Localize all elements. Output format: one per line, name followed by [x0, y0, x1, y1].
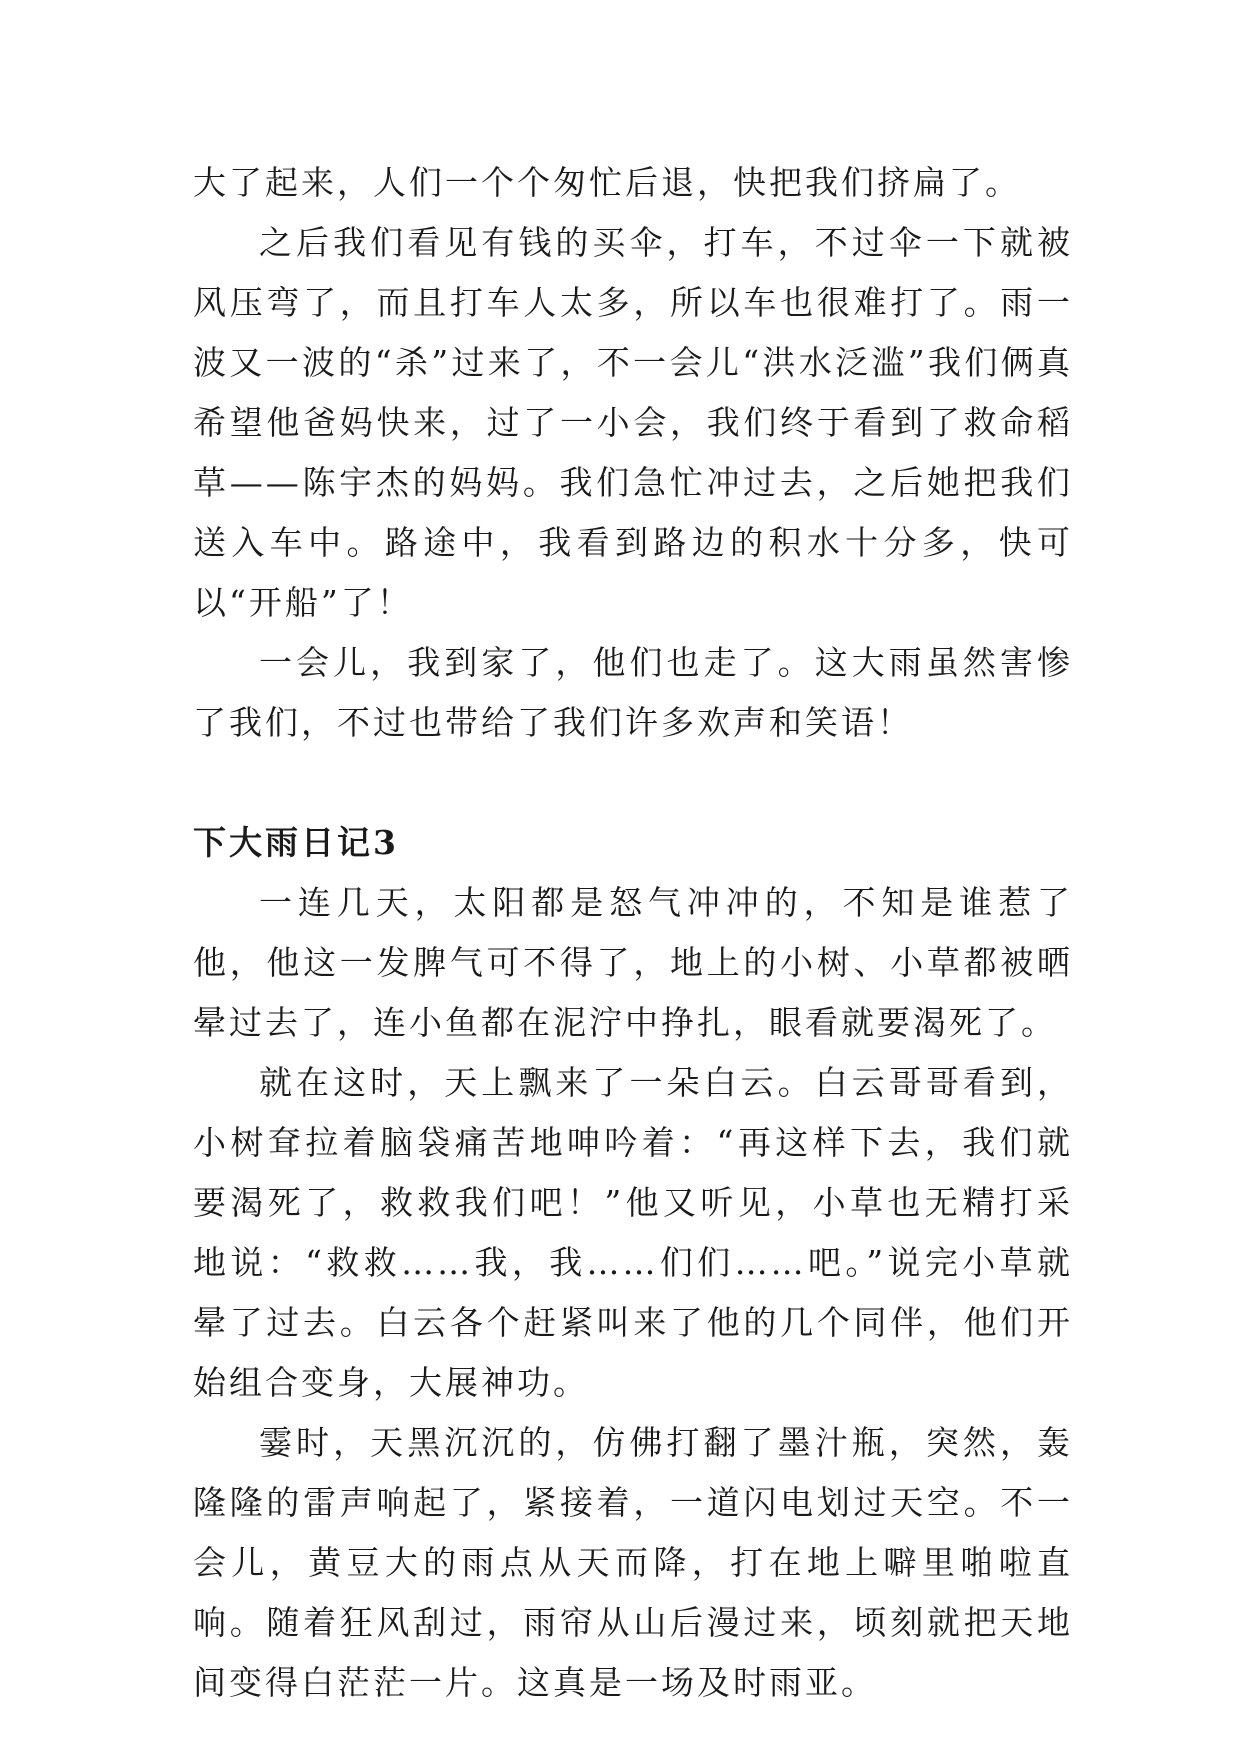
section-spacer	[193, 753, 1073, 813]
document-body	[193, 153, 1073, 1713]
paragraph: 一会儿，我到家了，他们也走了。这大雨虽然害惨了我们，不过也带给了我们许多欢声和笑语！	[193, 643, 1073, 742]
paragraph-continuation: 大了起来，人们一个个匆忙后退，快把我们挤扁了。	[193, 163, 1021, 202]
paragraph: 霎时，天黑沉沉的，仿佛打翻了墨汁瓶，突然，轰隆隆的雷声响起了，紧接着，一道闪电划过天空。不一会儿，黄豆大的雨点从天而降，打在地上噼里啪啦直响。随着狂风刮过，雨帘从山后漫过来，顷刻就把天地间变得白茫茫一片。这真是一场及时雨亚。	[193, 1423, 1073, 1702]
paragraph: 之后我们看见有钱的买伞，打车，不过伞一下就被风压弯了，而且打车人太多，所以车也很难打了。雨一波又一波的“杀”过来了，不一会儿“洪水泛滥”我们俩真希望他爸妈快来，过了一小会，我们终于看到了救命稻草——陈宇杰的妈妈。我们急忙冲过去，之后她把我们送入车中。路途中，我看到路边的积水十分多，快可以“开船”了！	[193, 223, 1073, 622]
paragraph: 就在这时，天上飘来了一朵白云。白云哥哥看到，小树耷拉着脑袋痛苦地呻吟着：“再这样下去，我们就要渴死了，救救我们吧！”他又听见，小草也无精打采地说：“救救……我，我……们们……吧。”说完小草就晕了过去。白云各个赶紧叫来了他的几个同伴，他们开始组合变身，大展神功。	[193, 1063, 1073, 1402]
paragraph: 一连几天，太阳都是怒气冲冲的，不知是谁惹了他，他这一发脾气可不得了，地上的小树、小草都被晒晕过去了，连小鱼都在泥泞中挣扎，眼看就要渴死了。	[193, 883, 1073, 1042]
section-title: 下大雨日记3	[193, 823, 399, 862]
